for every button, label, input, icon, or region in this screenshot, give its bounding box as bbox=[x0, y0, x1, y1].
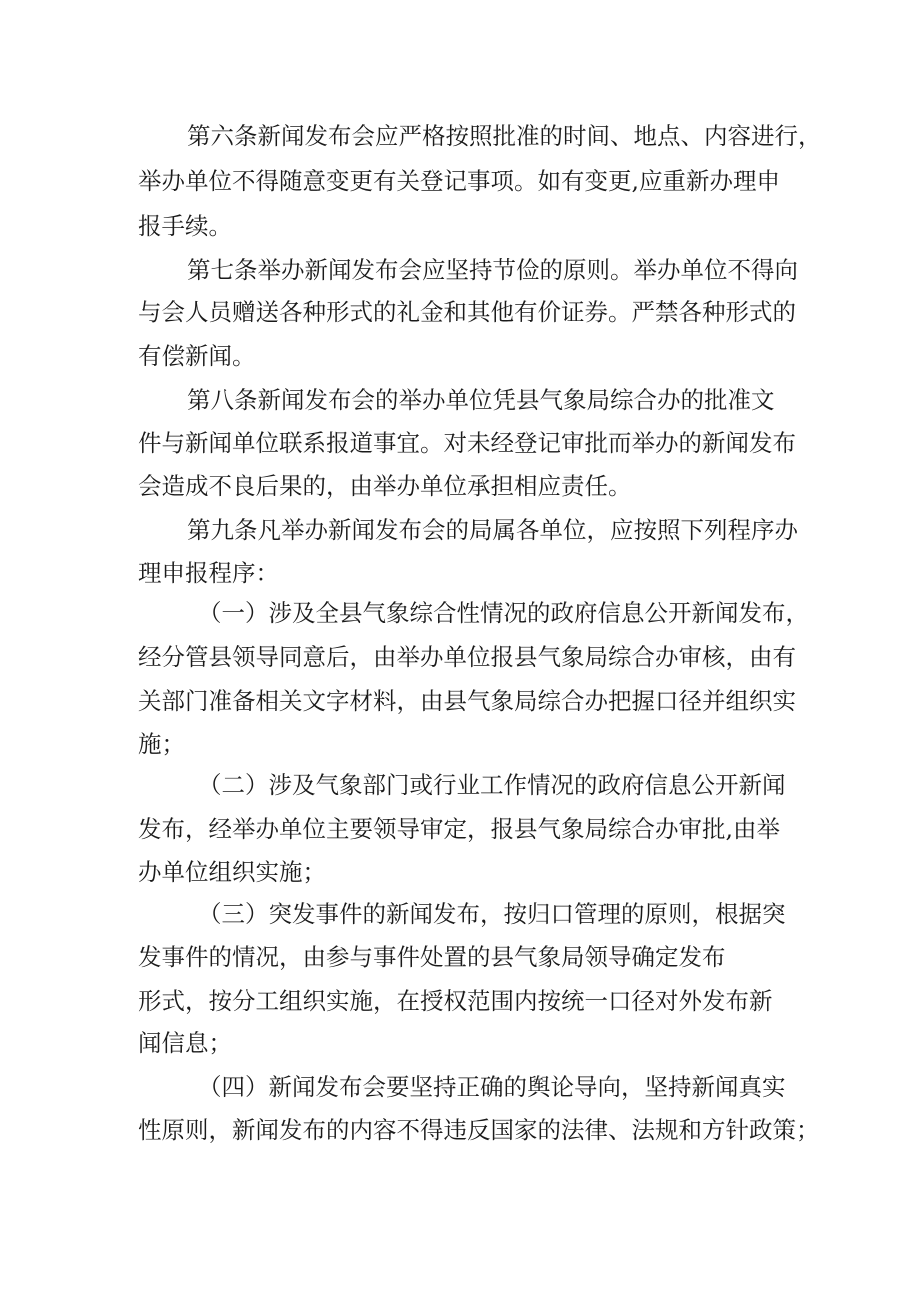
article-9-line-2: 理申报程序： bbox=[138, 559, 279, 587]
item-4-line-2: 性原则，新闻发布的内容不得违反国家的法律、法规和方针政策； bbox=[138, 1116, 820, 1144]
item-3-line-4: 闻信息； bbox=[138, 1029, 232, 1057]
item-2-line-2: 发布，经举办单位主要领导审定，报县气象局综合办审批,由举 bbox=[138, 815, 780, 843]
article-9-line-1: 第九条凡举办新闻发布会的局属各单位，应按照下列程序办 bbox=[187, 516, 798, 544]
article-6-line-3: 报手续。 bbox=[138, 212, 232, 240]
item-4-line-1: （四）新闻发布会要坚持正确的舆论导向，坚持新闻真实 bbox=[198, 1073, 786, 1101]
article-8-line-2: 件与新闻单位联系报道事宜。对未经登记审批而举办的新闻发布 bbox=[138, 429, 796, 457]
article-7-line-3: 有偿新闻。 bbox=[138, 342, 256, 370]
article-6-line-1: 第六条新闻发布会应严格按照批准的时间、地点、内容进行， bbox=[187, 122, 822, 150]
article-6-line-2: 举办单位不得随意变更有关登记事项。如有变更,应重新办理申 bbox=[138, 167, 780, 195]
article-7-line-1: 第七条举办新闻发布会应坚持节俭的原则。举办单位不得向 bbox=[187, 256, 798, 284]
item-3-line-3: 形式，按分工组织实施，在授权范围内按统一口径对外发布新 bbox=[138, 987, 773, 1015]
item-2-line-3: 办单位组织实施； bbox=[138, 858, 326, 886]
item-3-line-2: 发事件的情况，由参与事件处置的县气象局领导确定发布 bbox=[138, 943, 726, 971]
item-1-line-1: （一）涉及全县气象综合性情况的政府信息公开新闻发布， bbox=[198, 599, 809, 627]
article-8-line-3: 会造成不良后果的，由举办单位承担相应责任。 bbox=[138, 472, 632, 500]
article-7-line-2: 与会人员赠送各种形式的礼金和其他有价证券。严禁各种形式的 bbox=[138, 298, 796, 326]
item-2-line-1: （二）涉及气象部门或行业工作情况的政府信息公开新闻 bbox=[198, 771, 786, 799]
item-1-line-4: 施； bbox=[138, 730, 185, 758]
item-3-line-1: （三）突发事件的新闻发布，按归口管理的原则，根据突 bbox=[198, 900, 786, 928]
item-1-line-2: 经分管县领导同意后，由举办单位报县气象局综合办审核，由有 bbox=[138, 643, 796, 671]
article-8-line-1: 第八条新闻发布会的举办单位凭县气象局综合办的批准文 bbox=[187, 386, 775, 414]
item-1-line-3: 关部门准备相关文字材料，由县气象局综合办把握口径并组织实 bbox=[138, 687, 796, 715]
